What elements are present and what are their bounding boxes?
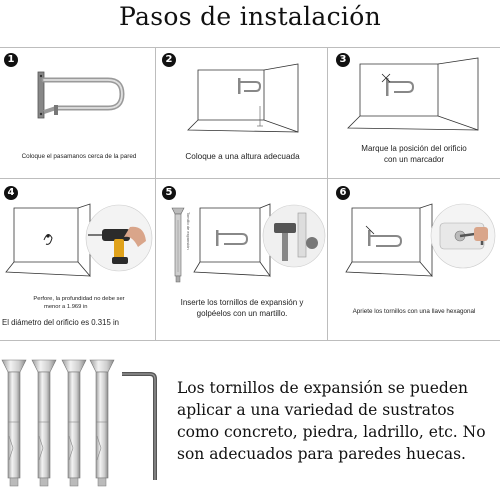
grid-line-bottom	[0, 340, 500, 341]
grid-line-top	[0, 47, 500, 48]
step-3-number: 3	[336, 53, 350, 67]
description-line: son adecuados para paredes huecas.	[177, 445, 466, 463]
step-5-number: 5	[162, 186, 176, 200]
step-4-caption-line2: menor a 1.969 in	[44, 304, 88, 310]
step-1-number: 1	[4, 53, 18, 67]
step-6-number: 6	[336, 186, 350, 200]
grid-line-right	[327, 47, 328, 340]
expansion-screw-icon	[62, 360, 86, 486]
expansion-screw-icon	[90, 360, 114, 486]
wall-scene-step-2	[186, 62, 306, 138]
description-line: como concreto, piedra, ladrillo, etc. No	[177, 423, 486, 441]
step-2-number: 2	[162, 53, 176, 67]
description-line: Los tornillos de expansión se pueden	[177, 379, 468, 397]
step-4-caption-line1: Perfore, la profundidad no debe ser	[33, 296, 125, 302]
grab-bar-icon	[238, 78, 260, 94]
hex-key-icon	[430, 203, 496, 269]
step-4-number: 4	[4, 186, 18, 200]
expansion-screw-icon	[2, 360, 26, 486]
wall-scene-step-3	[346, 56, 486, 136]
step-2-caption: Coloque a una altura adecuada	[185, 152, 300, 161]
step-5-caption-line2: golpéelos con un martillo.	[196, 309, 288, 318]
step-5-caption-line1: Inserte los tornillos de expansión y	[180, 298, 304, 307]
expansion-screw-icon	[32, 360, 56, 486]
grab-bar-icon	[386, 78, 413, 96]
hex-key-icon	[122, 374, 155, 480]
hammer-icon	[262, 203, 326, 269]
drill-icon	[84, 203, 154, 273]
expansion-screws-and-hex-key	[0, 352, 170, 490]
step-6-caption: Apriete los tornillos con una llave hexagonal	[352, 308, 476, 315]
grid-line-left	[155, 47, 156, 340]
step-3-caption-line2: con un marcador	[383, 155, 445, 164]
wall-scene-step-6	[346, 204, 436, 280]
step-3-caption-line1: Marque la posición del orificio	[361, 144, 467, 153]
description-line: aplicar a una variedad de sustratos	[177, 401, 455, 419]
hole-diameter-note: El diámetro del orificio es 0.315 in	[2, 318, 120, 327]
grab-bar-icon	[30, 66, 130, 126]
screw-label: Tornillo de expansión	[186, 212, 191, 250]
grid-line-middle	[0, 178, 500, 179]
step-1-caption: Coloque el pasamanos cerca de la pared	[21, 153, 137, 160]
grab-bar-icon	[216, 230, 247, 246]
expansion-screw-icon	[170, 206, 186, 284]
wall-scene-step-4	[4, 200, 94, 280]
description-paragraph	[177, 377, 497, 465]
page-title: Pasos de instalación	[119, 2, 381, 31]
